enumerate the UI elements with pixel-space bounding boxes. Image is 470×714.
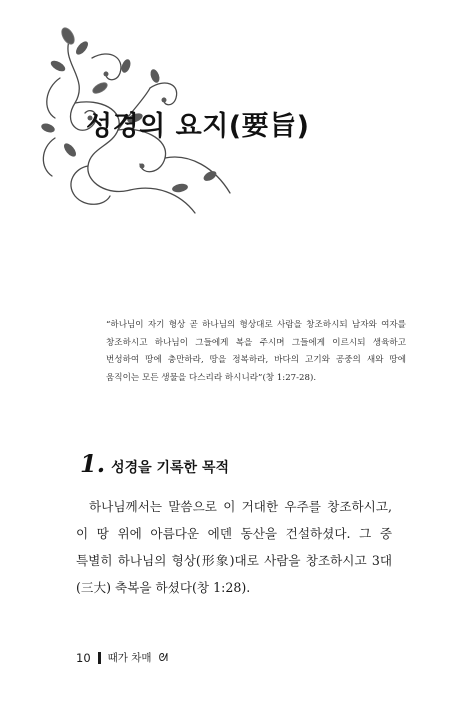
section-title: 성경을 기록한 목적 [111,460,230,476]
page-number: 10 [76,650,91,665]
chapter-title: 성경의 요지(要旨) [86,111,310,142]
scripture-quote: “하나님이 자기 형상 곧 하나님의 형상대로 사람을 창조하시되 남자와 여자를 창조하시고 하나님이 그들에게 복을 주시며 그들에게 이르시되 생육하고 번성하여 땅에 충만하라, 땅을 정복하라, 바다의 고기와 공중의 새와 땅에 움직이는 모든 생물을 다스리라 하시니라”(창 1:27-28). [106,320,406,383]
book-title: 때가 차매 [107,652,152,664]
footer-divider [98,652,101,664]
body-paragraph: 하나님께서는 말씀으로 이 거대한 우주를 창조하시고, 이 땅 위에 아름다운 에덴 동산을 건설하셨다. 그 중 특별히 하나님의 형상(形象)대로 사람을 창조하시고 3대(三大) 축복을 하셨다(창 1:28). [76,499,392,595]
section-number: 1. [80,449,106,478]
footer-ornament-icon: ᘛ [158,650,167,664]
section-heading [80,449,229,478]
page-footer [76,650,167,665]
